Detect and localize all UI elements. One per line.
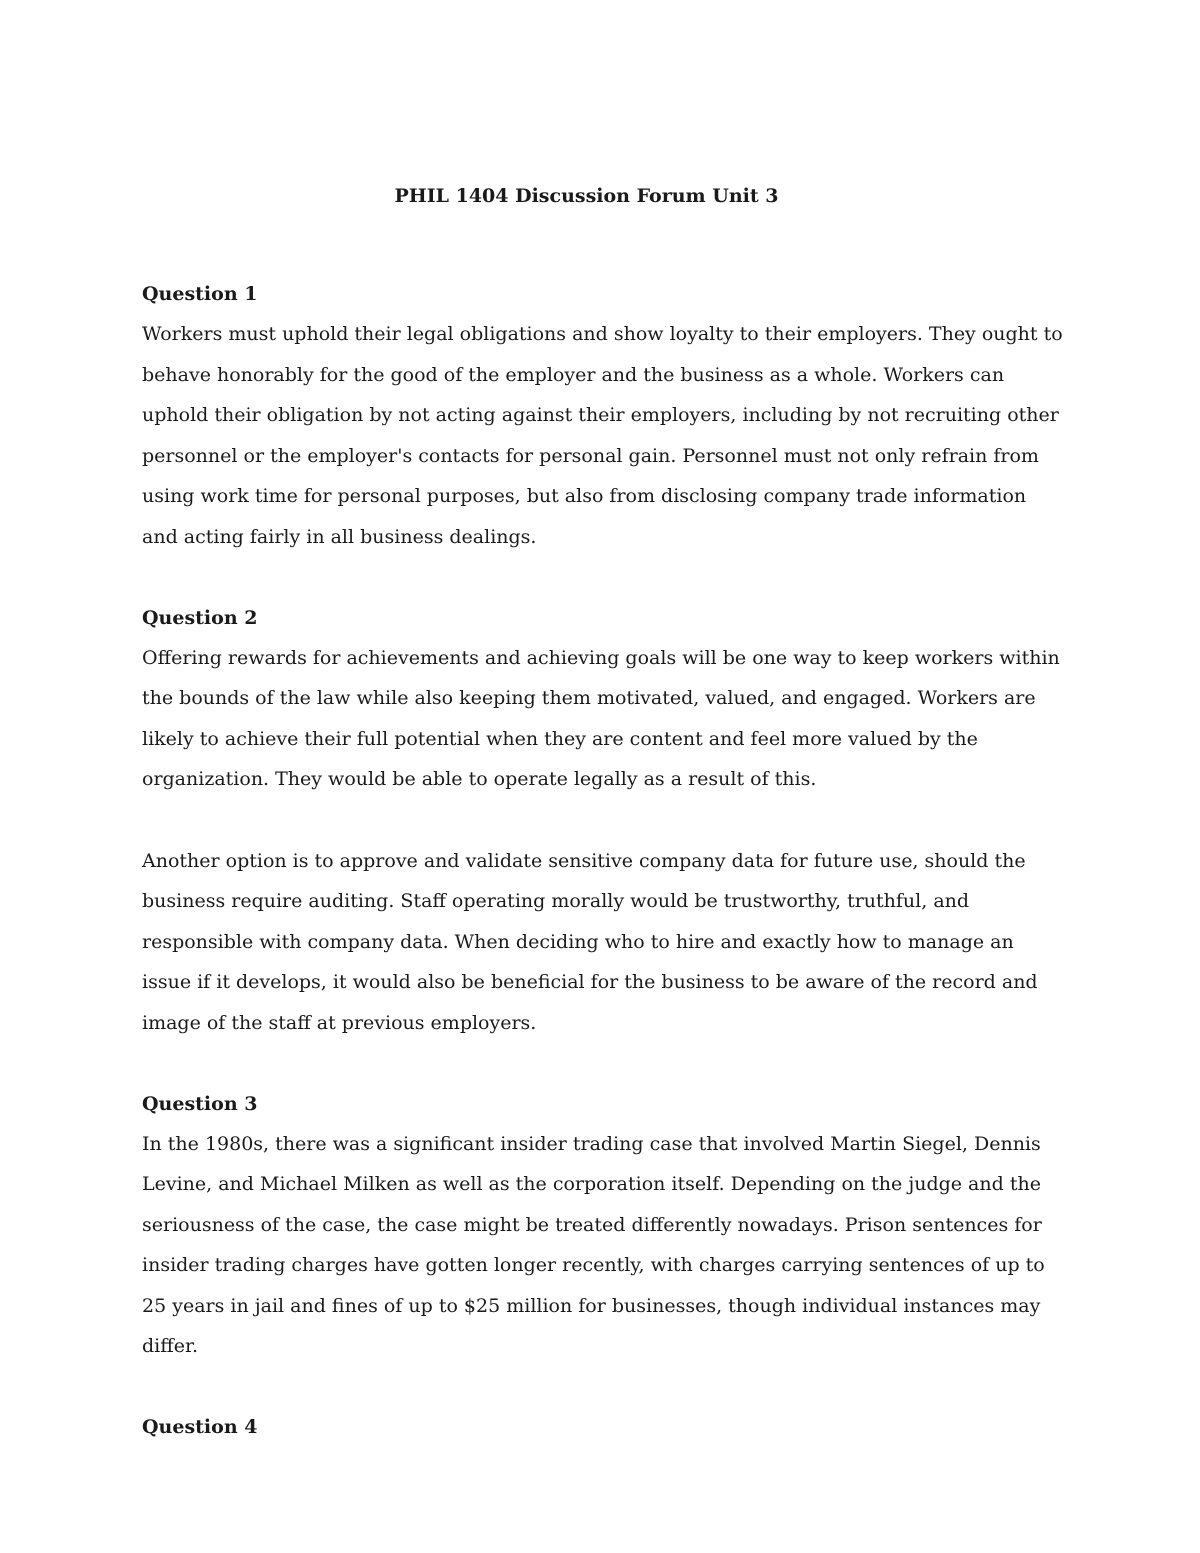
question-3-paragraph-1: In the 1980s, there was a significant insider trading case that involved Martin Siegel, Dennis Levine, and Michael Milken as well as the corporation itself. Depending on the judge and the seriousness of the case, the case might be treated differently nowadays. Prison sentences for insider trading charges have gotten longer recently, with charges carrying sentences of up to 25 years in jail and fines of up to $25 million for businesses, though individual instances may differ. xyxy=(142,1132,1045,1358)
document-page xyxy=(142,178,1067,1487)
document-title: PHIL 1404 Discussion Forum Unit 3 xyxy=(394,185,779,207)
question-2-heading: Question 2 xyxy=(142,606,258,629)
question-2-paragraph-1: Offering rewards for achievements and achieving goals will be one way to keep workers within the bounds of the law while also keeping them motivated, valued, and engaged. Workers are likely to achieve their full potential when they are content and feel more valued by the organization. They would be able to operate legally as a result of this. xyxy=(142,646,1060,791)
question-2-paragraph-2: Another option is to approve and validate sensitive company data for future use, should the business require auditing. Staff operating morally would be trustworthy, truthful, and responsible with company data. When deciding who to hire and exactly how to manage an issue if it develops, it would also be beneficial for the business to be aware of the record and image of the staff at previous employers. xyxy=(142,849,1038,1034)
question-3-section xyxy=(142,1084,1067,1368)
question-1-heading: Question 1 xyxy=(142,283,258,305)
question-4-section xyxy=(142,1407,1067,1447)
question-3-heading: Question 3 xyxy=(142,1092,258,1115)
question-1-paragraph-1: Workers must uphold their legal obligations and show loyalty to their employers. They ought to behave honorably for the good of the employer and the business as a whole. Workers can uphold their obligation by not acting against their employers, including by not recruiting other personnel or the employer's contacts for personal gain. Personnel must not only refrain from using work time for personal purposes, but also from disclosing company trade information and acting fairly in all business dealings. xyxy=(142,323,1063,548)
question-2-section xyxy=(142,598,1067,1044)
question-4-heading: Question 4 xyxy=(142,1416,258,1439)
question-1-section xyxy=(142,274,1067,558)
